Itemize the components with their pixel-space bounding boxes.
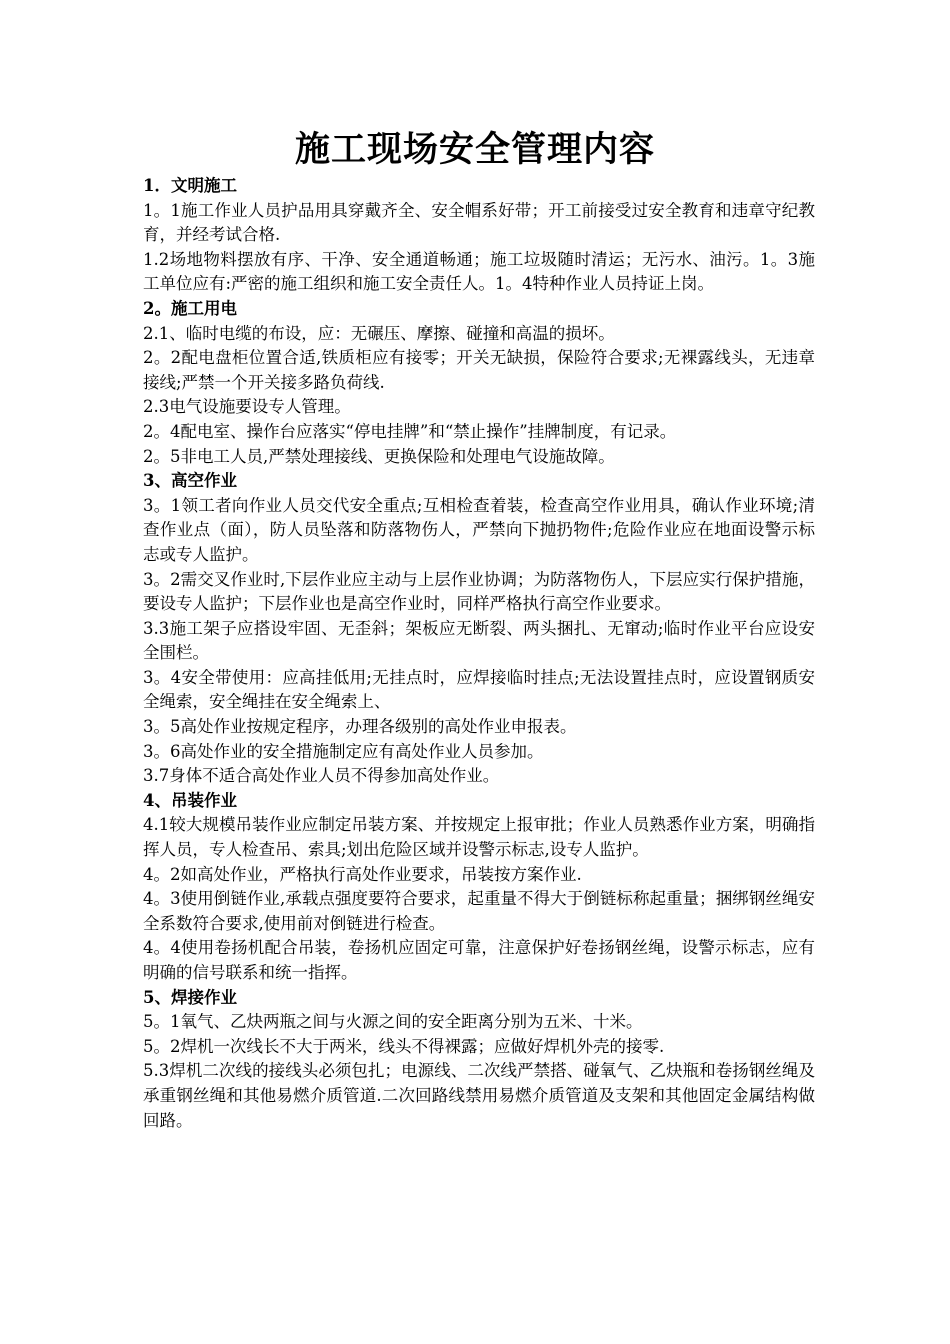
section-paragraph: 3.7身体不适合高处作业人员不得参加高处作业。 xyxy=(143,766,500,786)
section-paragraph: 4.1较大规模吊装作业应制定吊装方案、并按规定上报审批；作业人员熟悉作业方案，明确指挥人员，专人检查吊、索具;划出危险区域并设警示标志,设专人监护。 xyxy=(143,815,815,860)
section-paragraph: 5。2焊机一次线长不大于两米，线头不得裸露；应做好焊机外壳的接零. xyxy=(143,1036,665,1056)
section-paragraph: 2。4配电室、操作台应落实“停电挂牌”和“禁止操作”挂牌制度，有记录。 xyxy=(143,421,677,441)
section-heading: 1．文明施工 xyxy=(143,176,237,195)
page-title: 施工现场安全管理内容 xyxy=(294,129,655,170)
section-paragraph: 2。2配电盘柜位置合适,铁质柜应有接零；开关无缺损，保险符合要求;无裸露线头，无违章接线;严禁一个开关接多路负荷线. xyxy=(143,348,815,392)
section-paragraph: 2.3电气设施要设专人管理。 xyxy=(143,397,351,417)
section-paragraph: 5。1氧气、乙炔两瓶之间与火源之间的安全距离分别为五米、十米。 xyxy=(143,1012,643,1032)
section-paragraph: 2。5非电工人员,严禁处理接线、更换保险和处理电气设施故障。 xyxy=(143,446,615,466)
section-paragraph: 3.3施工架子应搭设牢固、无歪斜；架板应无断裂、两头捆扎、无窜动;临时作业平台应设安全围栏。 xyxy=(143,618,815,663)
section-paragraph: 5.3焊机二次线的接线头必须包扎；电源线、二次线严禁搭、碰氧气、乙炔瓶和卷扬钢丝绳及承重钢丝绳和其他易燃介质管道.二次回路线禁用易燃介质管道及支架和其他固定金属结构做回路。 xyxy=(143,1061,815,1130)
section-paragraph: 3。2需交叉作业时,下层作业应主动与上层作业协调；为防落物伤人，下层应实行保护措施，要设专人监护；下层作业也是高空作业时，同样严格执行高空作业要求。 xyxy=(143,569,815,614)
section-paragraph: 4。4使用卷扬机配合吊装，卷扬机应固定可靠，注意保护好卷扬钢丝绳，设警示标志，应有明确的信号联系和统一指挥。 xyxy=(143,938,815,982)
section-heading: 5、焊接作业 xyxy=(143,987,237,1007)
section-paragraph: 4。3使用倒链作业,承载点强度要符合要求，起重量不得大于倒链标称起重量；捆绑钢丝绳安全系数符合要求,使用前对倒链进行检查。 xyxy=(143,889,815,933)
section-paragraph: 3。5高处作业按规定程序，办理各级别的高处作业申报表。 xyxy=(143,717,577,737)
section-heading: 2。施工用电 xyxy=(143,298,237,318)
section-paragraph: 2.1、临时电缆的布设，应：无碾压、摩擦、碰撞和高温的损坏。 xyxy=(143,323,615,343)
document-body xyxy=(143,174,815,1133)
section-paragraph: 3。6高处作业的安全措施制定应有高处作业人员参加。 xyxy=(143,741,544,761)
section-paragraph: 3。4安全带使用：应高挂低用;无挂点时，应焊接临时挂点;无法设置挂点时，应设置钢质安全绳索，安全绳挂在安全绳索上、 xyxy=(143,667,815,712)
section-paragraph: 1。1施工作业人员护品用具穿戴齐全、安全帽系好带；开工前接受过安全教育和违章守纪教育，并经考试合格. xyxy=(143,200,815,245)
section-paragraph: 4。2如高处作业，严格执行高处作业要求，吊装按方案作业. xyxy=(143,864,582,884)
section-paragraph: 3。1领工者向作业人员交代安全重点;互相检查着装，检查高空作业用具，确认作业环境;清查作业点（面），防人员坠落和防落物伤人，严禁向下抛扔物件;危险作业应在地面设警示标志或专人监护。 xyxy=(143,495,815,564)
section-heading: 3、高空作业 xyxy=(143,471,237,491)
section-paragraph: 1.2场地物料摆放有序、干净、安全通道畅通；施工垃圾随时清运；无污水、油污。1。3施工单位应有:严密的施工组织和施工安全责任人。1。4特种作业人员持证上岗。 xyxy=(143,249,815,294)
section-heading: 4、吊装作业 xyxy=(143,790,237,810)
